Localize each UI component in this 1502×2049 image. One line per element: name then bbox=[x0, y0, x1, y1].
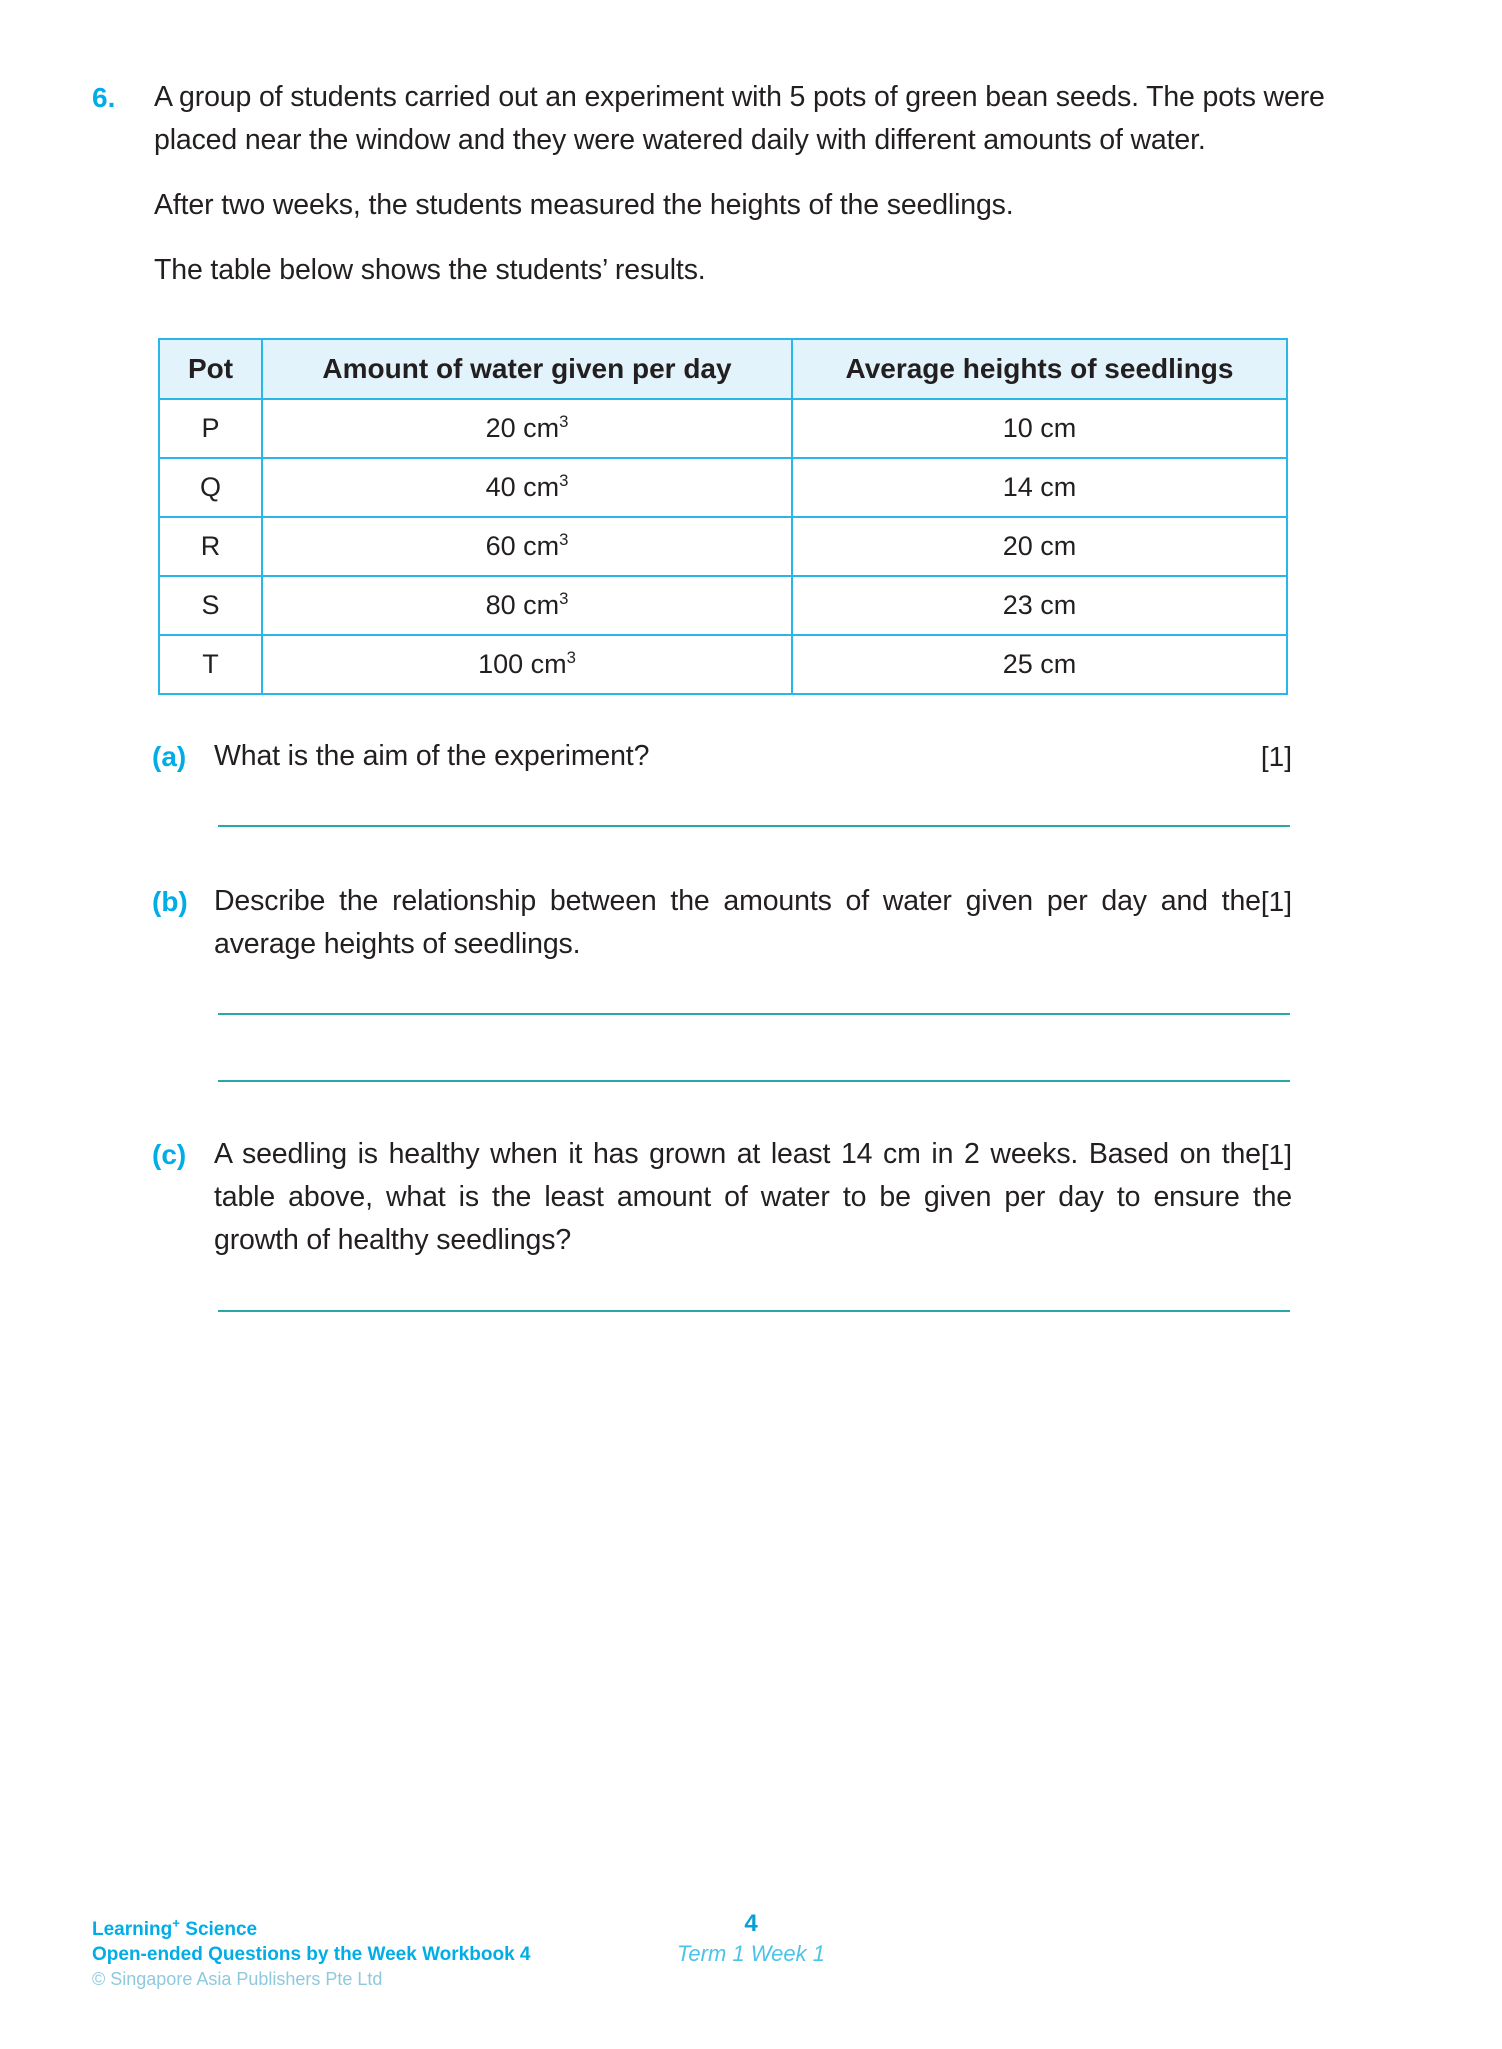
table-row bbox=[159, 635, 1287, 694]
table-row bbox=[159, 576, 1287, 635]
cell-water-exponent: 3 bbox=[566, 648, 576, 667]
question-number: 6. bbox=[92, 82, 116, 113]
part-c bbox=[152, 1133, 1292, 1262]
footer-title: Open-ended Questions by the Week Workbook 4 bbox=[92, 1944, 531, 1965]
cell-water-value: 80 cm bbox=[485, 590, 560, 620]
cell-pot: Q bbox=[159, 458, 262, 517]
question-paragraph-2: After two weeks, the students measured the heights of the seedlings. bbox=[154, 189, 1014, 221]
footer-brand-name: Learning bbox=[92, 1919, 173, 1940]
answer-line-b-1[interactable] bbox=[218, 1013, 1290, 1015]
answer-line-c-1[interactable] bbox=[218, 1310, 1290, 1312]
table-header-water: Amount of water given per day bbox=[262, 339, 792, 399]
cell-height: 14 cm bbox=[792, 458, 1287, 517]
part-a-label: (a) bbox=[152, 741, 187, 772]
part-c-marks: [1] bbox=[1260, 1139, 1292, 1170]
table-header-pot: Pot bbox=[159, 339, 262, 399]
part-c-row bbox=[152, 1133, 1292, 1262]
cell-water-exponent: 3 bbox=[559, 471, 569, 490]
results-table bbox=[158, 338, 1288, 695]
footer-brand-plus: + bbox=[172, 1915, 180, 1931]
cell-water-value: 40 cm bbox=[485, 472, 560, 502]
part-c-text-wrap bbox=[214, 1133, 1292, 1262]
question-paragraph-3: The table below shows the students’ results. bbox=[154, 254, 706, 286]
cell-pot: T bbox=[159, 635, 262, 694]
cell-height: 10 cm bbox=[792, 399, 1287, 458]
part-a-text: What is the aim of the experiment? bbox=[214, 740, 650, 772]
cell-water-value: 100 cm bbox=[478, 649, 567, 679]
answer-line-a-1[interactable] bbox=[218, 825, 1290, 827]
table-row bbox=[159, 399, 1287, 458]
footer-copyright: © Singapore Asia Publishers Pte Ltd bbox=[92, 1969, 383, 1989]
cell-water bbox=[262, 458, 792, 517]
part-b-text: Describe the relationship between the amounts of water given per day and the average heights of seedlings. bbox=[214, 885, 1261, 960]
cell-water-exponent: 3 bbox=[559, 530, 569, 549]
part-a-row bbox=[152, 735, 1292, 778]
part-c-text: A seedling is healthy when it has grown at least 14 cm in 2 weeks. Based on the table above, what is the least amount of water to be given per day to ensure the growth of healthy seedlings? bbox=[214, 1138, 1292, 1256]
table-row bbox=[159, 458, 1287, 517]
part-c-label: (c) bbox=[152, 1139, 187, 1170]
part-b-marks: [1] bbox=[1260, 886, 1292, 917]
cell-height: 23 cm bbox=[792, 576, 1287, 635]
question-body bbox=[154, 76, 1410, 292]
part-b-text-wrap bbox=[214, 880, 1292, 966]
part-b-row bbox=[152, 880, 1292, 966]
results-table-wrapper bbox=[158, 338, 1286, 695]
question-paragraph-1: A group of students carried out an experiment with 5 pots of green bean seeds. The pots were placed near the window and they were watered daily with different amounts of water. bbox=[154, 81, 1325, 156]
term-week-label: Term 1 Week 1 bbox=[677, 1941, 825, 1966]
cell-water-value: 20 cm bbox=[485, 413, 560, 443]
page-footer bbox=[0, 1899, 1502, 2049]
table-row bbox=[159, 517, 1287, 576]
part-b bbox=[152, 880, 1292, 966]
cell-water-value: 60 cm bbox=[485, 531, 560, 561]
part-a-text-wrap bbox=[214, 735, 1292, 778]
part-a bbox=[152, 735, 1292, 778]
cell-water bbox=[262, 399, 792, 458]
cell-pot: R bbox=[159, 517, 262, 576]
footer-brand-subject: Science bbox=[180, 1919, 258, 1940]
table-header-height: Average heights of seedlings bbox=[792, 339, 1287, 399]
question-intro-row bbox=[92, 76, 1410, 292]
question-block bbox=[92, 76, 1410, 292]
part-a-marks: [1] bbox=[1260, 741, 1292, 772]
cell-water bbox=[262, 635, 792, 694]
table-header-row bbox=[159, 339, 1287, 399]
cell-water bbox=[262, 576, 792, 635]
cell-pot: P bbox=[159, 399, 262, 458]
cell-water-exponent: 3 bbox=[559, 412, 569, 431]
page-number: 4 bbox=[744, 1910, 758, 1937]
cell-height: 25 cm bbox=[792, 635, 1287, 694]
answer-line-b-2[interactable] bbox=[218, 1080, 1290, 1082]
footer-center-block bbox=[0, 1909, 1502, 1969]
cell-water-exponent: 3 bbox=[559, 589, 569, 608]
cell-height: 20 cm bbox=[792, 517, 1287, 576]
cell-water bbox=[262, 517, 792, 576]
part-b-label: (b) bbox=[152, 886, 188, 917]
cell-pot: S bbox=[159, 576, 262, 635]
